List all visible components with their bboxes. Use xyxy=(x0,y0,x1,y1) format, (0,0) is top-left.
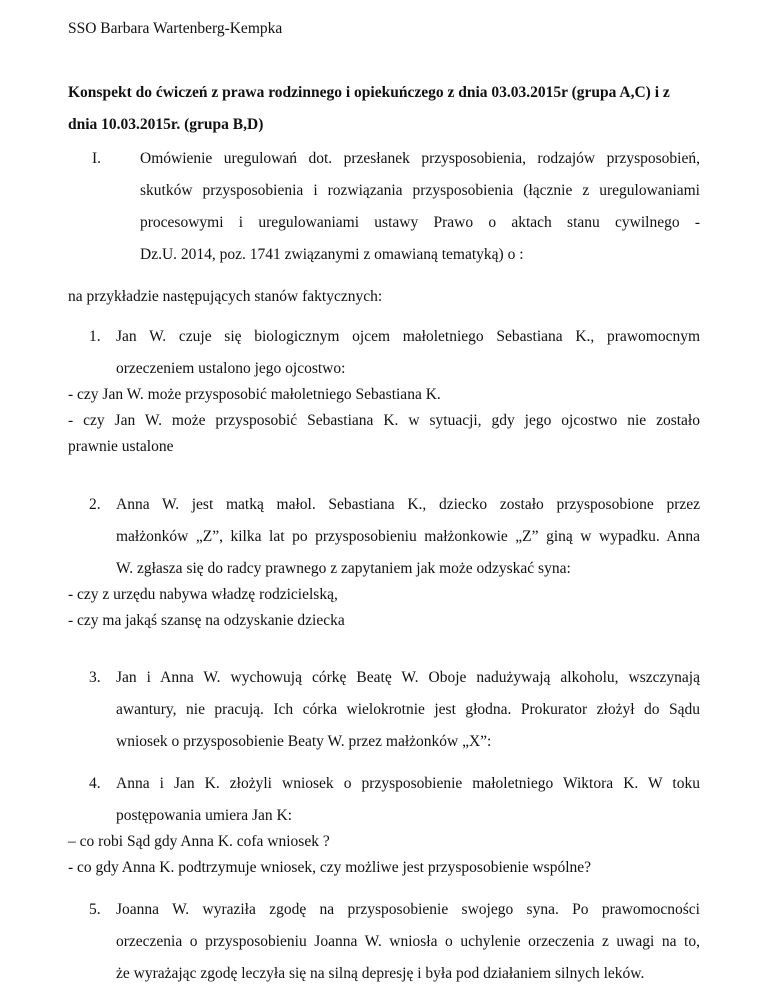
section-line-2: skutków przysposobienia i rozwiązania przysposobienia (łącznie z uregulowaniami xyxy=(140,182,700,199)
case-2-line-3: W. zgłasza się do radcy prawnego z zapytaniem jak może odzyskać syna: xyxy=(116,560,571,577)
case-1-question-1: - czy Jan W. może przysposobić małoletniego Sebastiana K. xyxy=(68,386,441,403)
case-5-line-2: orzeczenia o przysposobieniu Joanna W. wniosła o uchylenie orzeczenia z uwagi na to, xyxy=(116,933,700,950)
case-5-line-3: że wyrażając zgodę leczyła się na silną depresję i była pod działaniem silnych leków. xyxy=(116,965,645,982)
case-3-line-3: wniosek o przysposobienie Beaty W. przez małżonków „X”: xyxy=(116,733,492,750)
case-2-number: 2. xyxy=(89,496,101,513)
case-2-question-2: - czy ma jakąś szansę na odzyskanie dziecka xyxy=(68,612,345,629)
case-3-line-1: Jan i Anna W. wychowują córkę Beatę W. Oboje nadużywają alkoholu, wszczynają xyxy=(116,669,700,686)
title-line-2: dnia 10.03.2015r. (grupa B,D) xyxy=(68,116,264,133)
case-2-question-1: - czy z urzędu nabywa władzę rodzicielską, xyxy=(68,586,338,603)
case-4-line-1: Anna i Jan K. złożyli wniosek o przysposobienie małoletniego Wiktora K. W toku xyxy=(116,775,700,792)
section-line-1: Omówienie uregulowań dot. przesłanek przysposobienia, rodzajów przysposobień, xyxy=(140,150,700,167)
case-4-question-1: – co robi Sąd gdy Anna K. cofa wniosek ? xyxy=(68,833,330,850)
case-1-line-2: orzeczeniem ustalono jego ojcostwo: xyxy=(116,360,346,377)
case-4-number: 4. xyxy=(89,775,101,792)
author-line: SSO Barbara Wartenberg-Kempka xyxy=(68,20,283,37)
section-line-3: procesowymi i uregulowaniami ustawy Prawo o aktach stanu cywilnego - xyxy=(140,214,700,231)
case-5-line-1: Joanna W. wyraziła zgodę na przysposobienie swojego syna. Po prawomocności xyxy=(116,901,700,918)
case-1-number: 1. xyxy=(89,328,101,345)
case-3-number: 3. xyxy=(89,669,101,686)
case-4-question-2: - co gdy Anna K. podtrzymuje wniosek, czy możliwe jest przysposobienie wspólne? xyxy=(68,859,592,876)
section-numeral: I. xyxy=(92,150,102,167)
title-line-1: Konspekt do ćwiczeń z prawa rodzinnego i opiekuńczego z dnia 03.03.2015r (grupa A,C) i z xyxy=(68,84,670,101)
case-1-question-2: - czy Jan W. może przysposobić Sebastiana K. w sytuacji, gdy jego ojcostwo nie zostało xyxy=(68,412,700,429)
case-3-line-2: awantury, nie pracują. Ich córka wielokrotnie jest głodna. Prokurator złożył do Sądu xyxy=(116,701,700,718)
case-5-number: 5. xyxy=(89,901,101,918)
case-1-question-3: prawnie ustalone xyxy=(68,438,174,455)
section-line-4: Dz.U. 2014, poz. 1741 związanymi z omawianą tematyką) o : xyxy=(140,246,524,263)
case-4-line-2: postępowania umiera Jan K: xyxy=(116,807,293,824)
intro-line: na przykładzie następujących stanów faktycznych: xyxy=(68,288,383,305)
case-2-line-1: Anna W. jest matką małol. Sebastiana K., dziecko zostało przysposobione przez xyxy=(116,496,700,513)
case-2-line-2: małżonków „Z”, kilka lat po przysposobieniu małżonkowie „Z” giną w wypadku. Anna xyxy=(116,528,700,545)
case-1-line-1: Jan W. czuje się biologicznym ojcem małoletniego Sebastiana K., prawomocnym xyxy=(116,328,700,345)
